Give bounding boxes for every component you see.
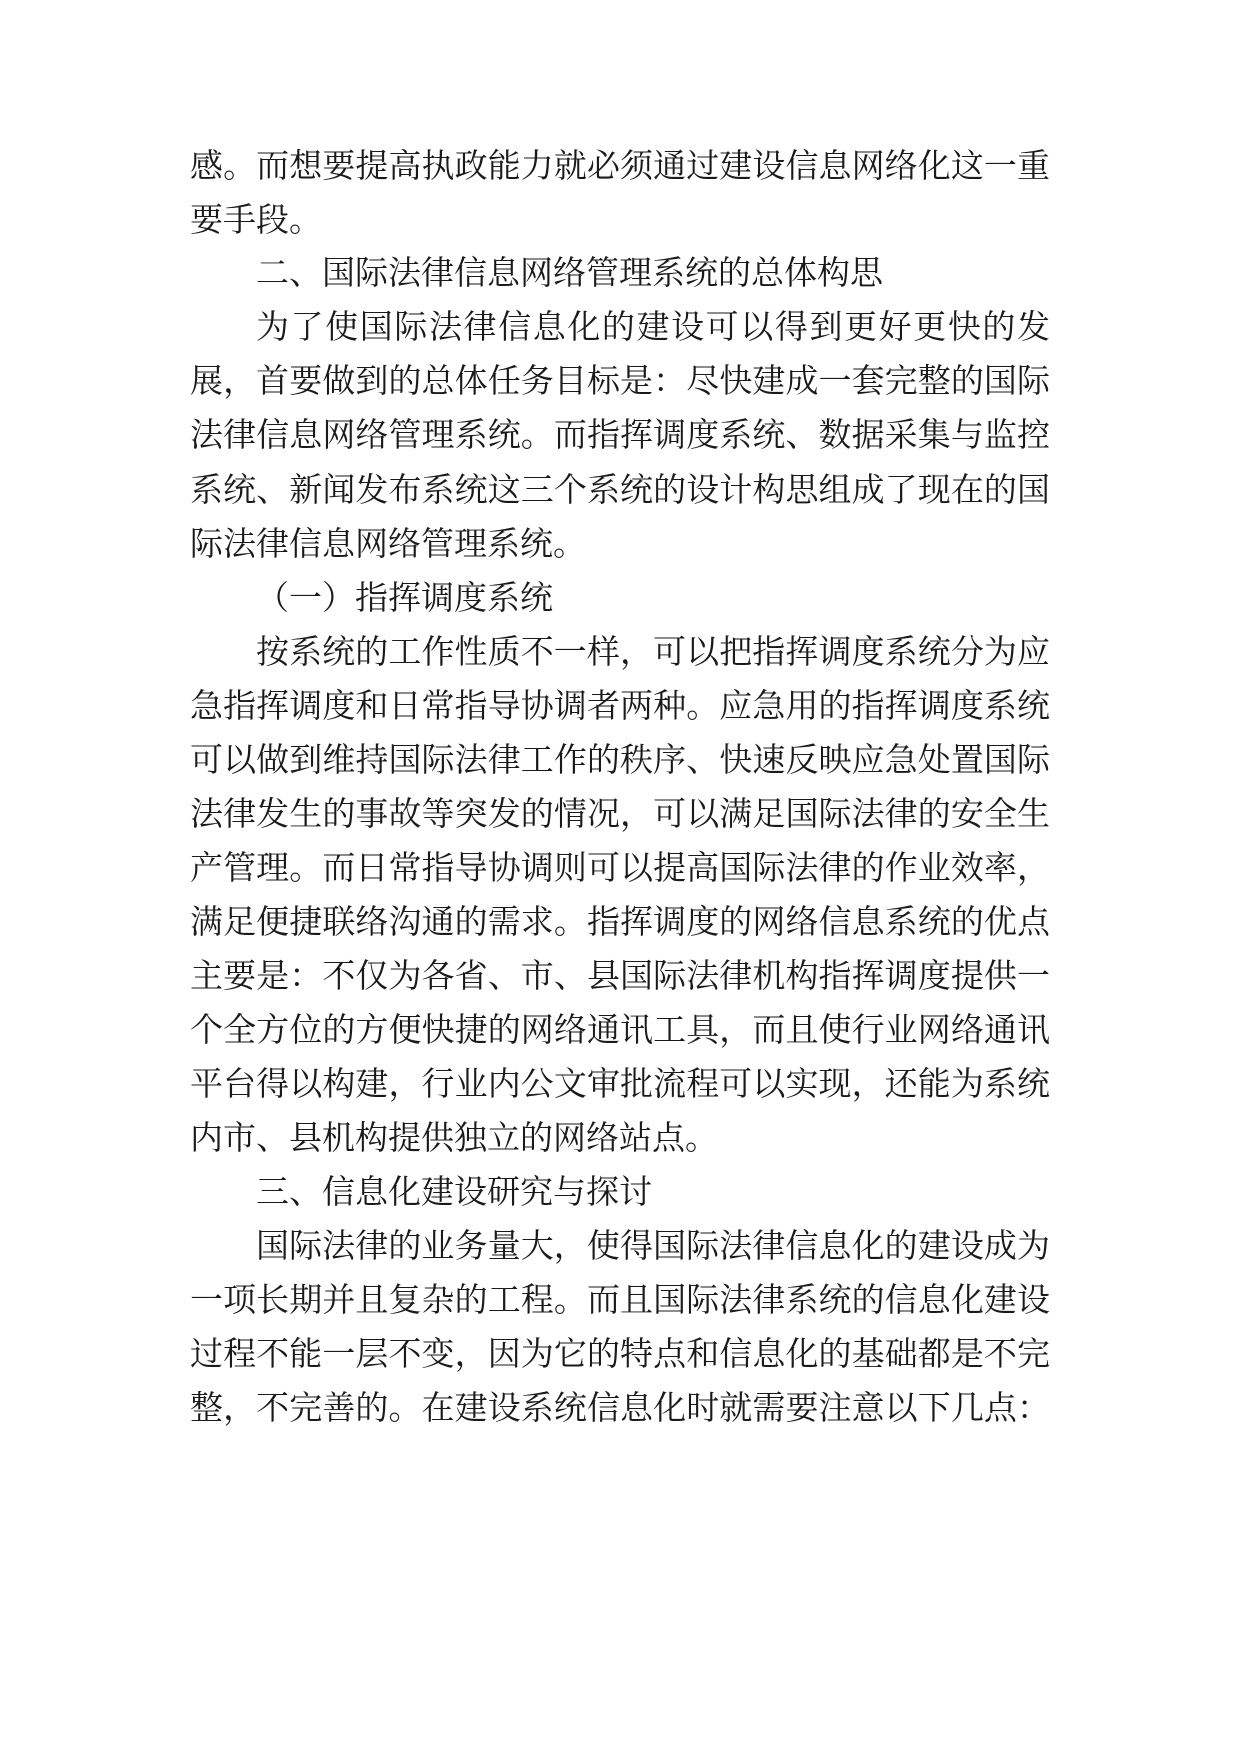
paragraph-line: 际法律信息网络管理系统。: [190, 524, 586, 563]
paragraph-line: 系统、新闻发布系统这三个系统的设计构思组成了现在的国: [190, 470, 1050, 509]
paragraph-line: 法律发生的事故等突发的情况，可以满足国际法律的安全生: [190, 794, 1050, 833]
paragraph-line: 平台得以构建，行业内公文审批流程可以实现，还能为系统: [190, 1064, 1050, 1103]
paragraph-line: 按系统的工作性质不一样，可以把指挥调度系统分为应: [256, 632, 1050, 671]
paragraph-line: 法律信息网络管理系统。而指挥调度系统、数据采集与监控: [190, 415, 1050, 454]
paragraph-line: 可以做到维持国际法律工作的秩序、快速反映应急处置国际: [190, 740, 1050, 779]
paragraph-line: 急指挥调度和日常指导协调者两种。应急用的指挥调度系统: [190, 686, 1050, 725]
paragraph-line: 为了使国际法律信息化的建设可以得到更好更快的发: [256, 307, 1050, 346]
paragraph-line: 主要是：不仅为各省、市、县国际法律机构指挥调度提供一: [190, 956, 1050, 995]
paragraph-line: 展，首要做到的总体任务目标是：尽快建成一套完整的国际: [190, 361, 1050, 400]
section-heading: 二、国际法律信息网络管理系统的总体构思: [256, 253, 883, 292]
paragraph-line: 要手段。: [190, 200, 322, 239]
paragraph-line: 满足便捷联络沟通的需求。指挥调度的网络信息系统的优点: [190, 902, 1050, 941]
paragraph-line: 整，不完善的。在建设系统信息化时就需要注意以下几点：: [190, 1388, 1050, 1427]
paragraph-line: 产管理。而日常指导协调则可以提高国际法律的作业效率，: [190, 848, 1050, 887]
paragraph-line: 个全方位的方便快捷的网络通讯工具，而且使行业网络通讯: [190, 1010, 1050, 1049]
section-heading: 三、信息化建设研究与探讨: [256, 1172, 652, 1211]
paragraph-line: 一项长期并且复杂的工程。而且国际法律系统的信息化建设: [190, 1280, 1050, 1319]
subsection-heading: （一）指挥调度系统: [256, 578, 553, 617]
paragraph-line: 过程不能一层不变，因为它的特点和信息化的基础都是不完: [190, 1334, 1050, 1373]
paragraph-line: 内市、县机构提供独立的网络站点。: [190, 1118, 718, 1157]
paragraph-line: 感。而想要提高执政能力就必须通过建设信息网络化这一重: [190, 146, 1050, 185]
paragraph-line: 国际法律的业务量大，使得国际法律信息化的建设成为: [256, 1226, 1050, 1265]
